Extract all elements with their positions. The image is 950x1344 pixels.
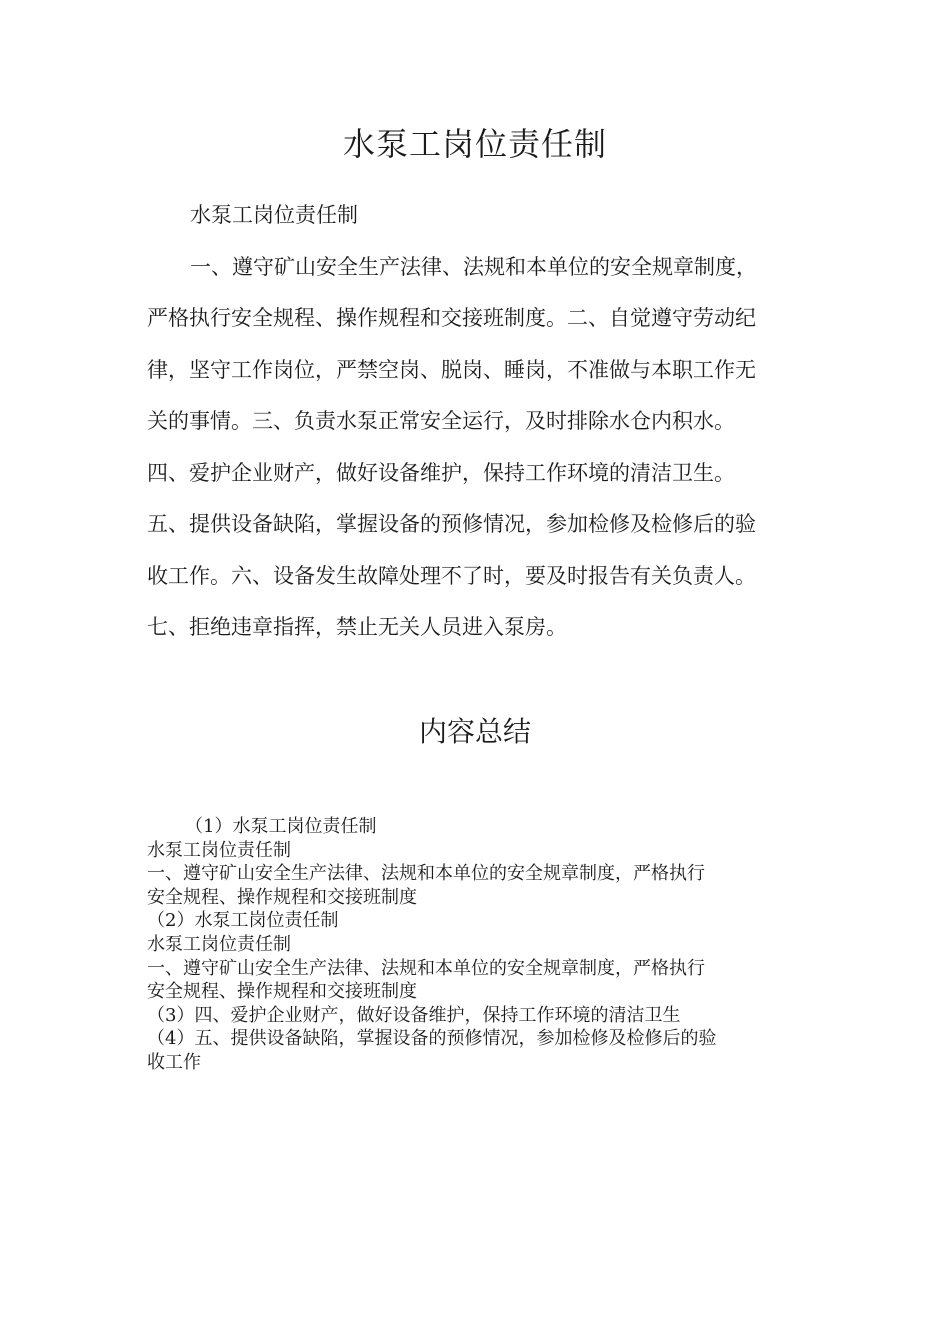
body-line: 四、爱护企业财产，做好设备维护，保持工作环境的清洁卫生。: [147, 460, 735, 485]
summary-line: 安全规程、操作规程和交接班制度: [147, 886, 417, 908]
summary-line: 收工作: [147, 1051, 201, 1073]
body-line: 收工作。六、设备发生故障处理不了时，要及时报告有关负责人。: [147, 563, 756, 588]
body-line: 五、提供设备缺陷，掌握设备的预修情况，参加检修及检修后的验: [147, 512, 756, 536]
body-line: 严格执行安全规程、操作规程和交接班制度。二、自觉遵守劳动纪: [147, 306, 756, 330]
body-line: 七、拒绝违章指挥，禁止无关人员进入泵房。: [147, 615, 567, 639]
summary-line: （1）水泵工岗位责任制: [185, 816, 377, 837]
summary-body: [147, 815, 827, 1075]
summary-line: （3）四、爱护企业财产，做好设备维护，保持工作环境的清洁卫生: [147, 1004, 681, 1026]
summary-line: 一、遵守矿山安全生产法律、法规和本单位的安全规章制度，严格执行: [147, 863, 705, 885]
summary-line: （2）水泵工岗位责任制: [147, 910, 339, 932]
document-body: [147, 190, 807, 654]
summary-line: （4）五、提供设备缺陷，掌握设备的预修情况，参加检修及检修后的验: [147, 1028, 717, 1050]
summary-title: 内容总结: [418, 715, 531, 748]
body-line: 一、遵守矿山安全生产法律、法规和本单位的安全规章制度，: [190, 254, 757, 279]
document-title: 水泵工岗位责任制: [342, 125, 607, 163]
body-line: 水泵工岗位责任制: [190, 203, 358, 227]
summary-line: 安全规程、操作规程和交接班制度: [147, 981, 417, 1003]
body-line: 律，坚守工作岗位，严禁空岗、脱岗、睡岗，不准做与本职工作无: [147, 357, 756, 382]
summary-line: 一、遵守矿山安全生产法律、法规和本单位的安全规章制度，严格执行: [147, 957, 705, 979]
summary-line: 水泵工岗位责任制: [147, 933, 291, 955]
summary-line: 水泵工岗位责任制: [147, 839, 291, 861]
body-line: 关的事情。三、负责水泵正常安全运行，及时排除水仓内积水。: [147, 409, 735, 433]
